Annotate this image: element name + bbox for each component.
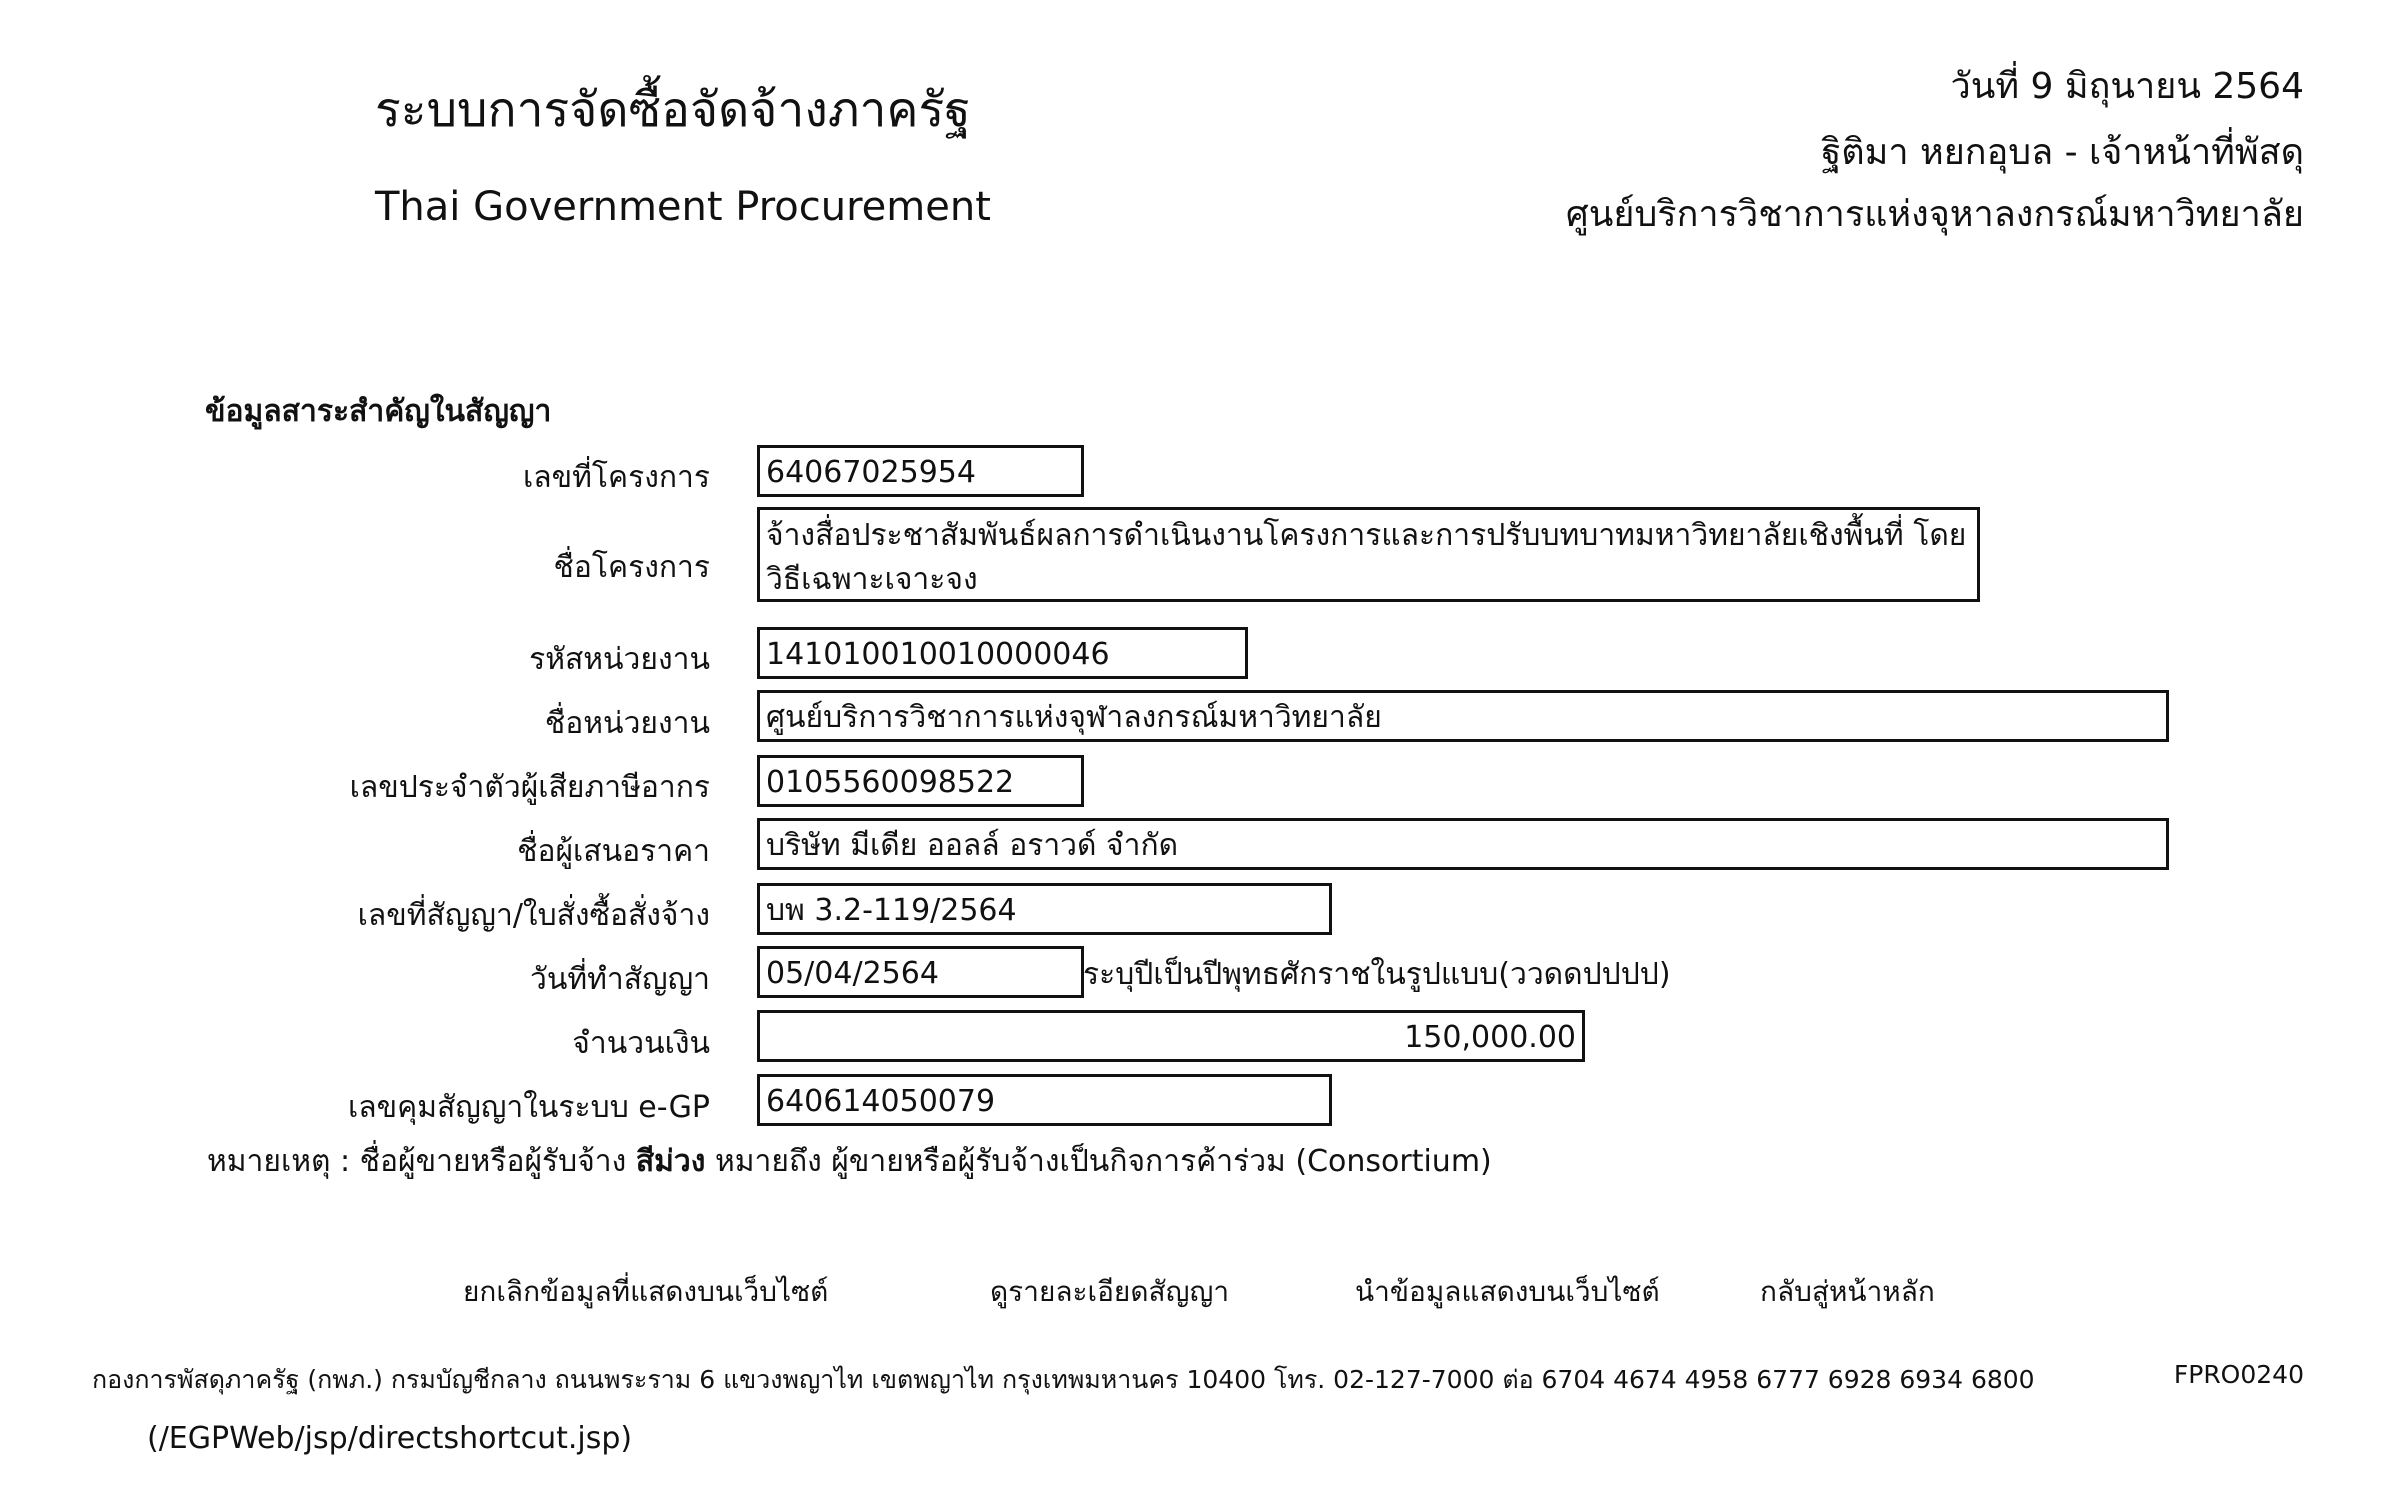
- department-name-field[interactable]: ศูนย์บริการวิชาการแห่งจุฬาลงกรณ์มหาวิทยาลัย: [757, 690, 2169, 742]
- contract-number-field[interactable]: บพ 3.2-119/2564: [757, 883, 1332, 935]
- header-date: วันที่ 9 มิถุนายน 2564: [1950, 66, 2304, 107]
- department-code-field[interactable]: 141010010010000046: [757, 627, 1248, 679]
- consortium-note: [207, 1138, 1492, 1185]
- contract-date-label: วันที่ทำสัญญา: [529, 962, 710, 997]
- publish-to-website-link[interactable]: นำข้อมูลแสดงบนเว็บไซต์: [1355, 1275, 1660, 1308]
- tax-id-label: เลขประจำตัวผู้เสียภาษีอากร: [349, 770, 710, 805]
- project-name-field[interactable]: จ้างสื่อประชาสัมพันธ์ผลการดำเนินงานโครงการและการปรับบทบาทมหาวิทยาลัยเชิงพื้นที่ โดยวิธีเฉพาะเจาะจง: [757, 507, 1980, 602]
- note-purple-label: สีม่วง: [635, 1144, 706, 1179]
- egp-number-label: เลขคุมสัญญาในระบบ e-GP: [348, 1090, 710, 1125]
- amount-label: จำนวนเงิน: [572, 1026, 710, 1061]
- bidder-label: ชื่อผู้เสนอราคา: [517, 834, 710, 869]
- tax-id-field[interactable]: 0105560098522: [757, 755, 1084, 807]
- contract-date-field[interactable]: 05/04/2564: [757, 946, 1084, 998]
- system-title-thai: ระบบการจัดซื้อจัดจ้างภาครัฐ: [375, 82, 971, 138]
- cancel-web-display-link[interactable]: ยกเลิกข้อมูลที่แสดงบนเว็บไซต์: [463, 1275, 829, 1308]
- department-name-label: ชื่อหน่วยงาน: [544, 706, 710, 741]
- project-number-field[interactable]: 64067025954: [757, 445, 1084, 497]
- department-code-label: รหัสหน่วยงาน: [529, 642, 710, 677]
- note-suffix: หมายถึง ผู้ขายหรือผู้รับจ้างเป็นกิจการค้าร่วม (Consortium): [714, 1144, 1492, 1179]
- view-contract-details-link[interactable]: ดูรายละเอียดสัญญา: [990, 1275, 1230, 1308]
- page-code: FPRO0240: [2173, 1360, 2304, 1389]
- contract-number-label: เลขที่สัญญา/ใบสั่งซื้อสั่งจ้าง: [357, 898, 710, 933]
- back-to-home-link[interactable]: กลับสู่หน้าหลัก: [1760, 1275, 1935, 1308]
- header-user: ฐิติมา หยกอุบล - เจ้าหน้าที่พัสดุ: [1821, 132, 2304, 173]
- amount-field[interactable]: 150,000.00: [757, 1010, 1585, 1062]
- egp-number-field[interactable]: 640614050079: [757, 1074, 1332, 1126]
- page-path: (/EGPWeb/jsp/directshortcut.jsp): [147, 1421, 633, 1456]
- note-prefix: หมายเหตุ : ชื่อผู้ขายหรือผู้รับจ้าง: [207, 1144, 627, 1179]
- project-number-label: เลขที่โครงการ: [523, 460, 710, 495]
- bidder-field[interactable]: บริษัท มีเดีย ออลล์ อราวด์ จำกัด: [757, 818, 2169, 870]
- header-organization: ศูนย์บริการวิชาการแห่งจุหาลงกรณ์มหาวิทยาลัย: [1565, 194, 2304, 235]
- section-title: ข้อมูลสาระสำคัญในสัญญา: [205, 394, 552, 429]
- contract-date-hint: ระบุปีเป็นปีพุทธศักราชในรูปแบบ(ววดดปปปป): [1083, 957, 1671, 992]
- system-title-english: Thai Government Procurement: [375, 184, 991, 230]
- footer-address: กองการพัสดุภาครัฐ (กพภ.) กรมบัญชีกลาง ถนนพระราม 6 แขวงพญาไท เขตพญาไท กรุงเทพมหานคร 10400 โทร. 02-127-7000 ต่อ 6704 4674 4958 6777 6928 6934 6800: [92, 1365, 2035, 1394]
- project-name-label: ชื่อโครงการ: [553, 550, 710, 585]
